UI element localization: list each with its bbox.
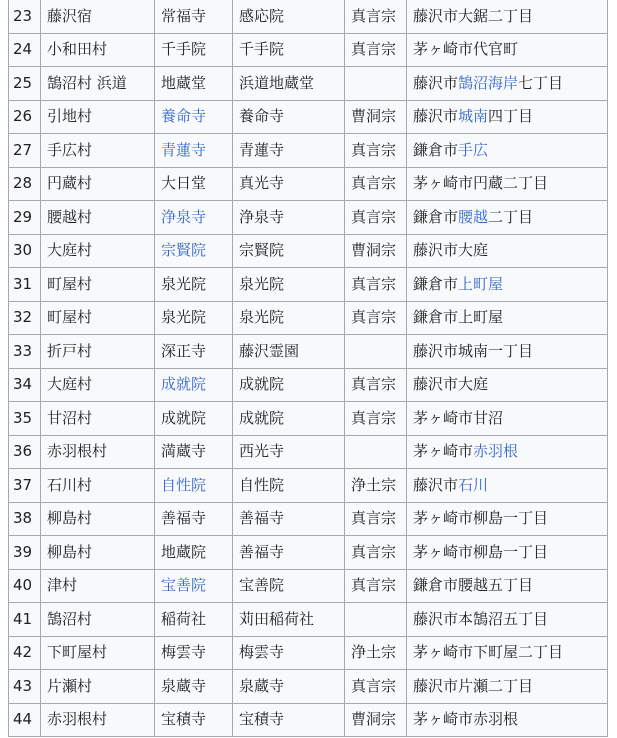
address-cell	[407, 502, 608, 536]
village-cell	[41, 670, 155, 704]
temple-cell-text: 稲荷社	[161, 609, 207, 628]
sect-cell	[345, 0, 407, 33]
address-text: 鎌倉市上町屋	[413, 308, 504, 327]
address-cell	[407, 435, 608, 469]
row-number-cell-text: 27	[13, 140, 33, 159]
sect-cell-text: 真言宗	[351, 6, 397, 25]
current-temple-cell	[233, 636, 345, 670]
village-cell-text: 手広村	[47, 140, 93, 159]
row-number-cell-text: 30	[13, 241, 33, 260]
address-text: 藤沢市本鵠沼五丁目	[413, 609, 549, 628]
address-cell	[407, 636, 608, 670]
table-row	[9, 0, 608, 33]
address-text: 藤沢市	[413, 73, 459, 92]
current-temple-cell	[233, 234, 345, 268]
address-text: 茅ヶ崎市柳島一丁目	[413, 509, 549, 528]
current-temple-cell-text: 宗賢院	[239, 241, 285, 260]
address-text: 四丁目	[488, 107, 534, 126]
address-text: 鎌倉市腰越五丁目	[413, 576, 534, 595]
row-number-cell	[9, 167, 41, 201]
table-row	[9, 536, 608, 570]
sect-cell	[345, 234, 407, 268]
table-row	[9, 368, 608, 402]
address-text: 藤沢市城南一丁目	[413, 341, 534, 360]
current-temple-cell	[233, 268, 345, 302]
village-cell-text: 津村	[47, 576, 78, 595]
temple-cell-link[interactable]: 宝善院	[161, 576, 207, 595]
current-temple-cell-text: 感応院	[239, 6, 285, 25]
address-link[interactable]: 石川	[458, 475, 489, 494]
village-cell	[41, 435, 155, 469]
village-cell-text: 赤羽根村	[47, 710, 108, 729]
address-cell	[407, 402, 608, 436]
village-cell	[41, 268, 155, 302]
sect-cell	[345, 536, 407, 570]
sect-cell	[345, 33, 407, 67]
village-cell-text: 大庭村	[47, 241, 93, 260]
table-row	[9, 670, 608, 704]
sect-cell	[345, 435, 407, 469]
village-cell	[41, 201, 155, 235]
village-cell	[41, 469, 155, 503]
current-temple-cell-text: 浄泉寺	[239, 207, 285, 226]
village-cell	[41, 0, 155, 33]
row-number-cell	[9, 134, 41, 168]
address-text: 藤沢市	[413, 107, 459, 126]
row-number-cell-text: 26	[13, 107, 33, 126]
row-number-cell-text: 31	[13, 274, 33, 293]
temple-cell	[155, 502, 233, 536]
temple-cell	[155, 402, 233, 436]
table-row	[9, 167, 608, 201]
sect-cell-text: 真言宗	[351, 140, 397, 159]
row-number-cell-text: 25	[13, 73, 33, 92]
village-cell-text: 下町屋村	[47, 643, 108, 662]
temple-cell-link[interactable]: 成就院	[161, 375, 207, 394]
row-number-cell	[9, 100, 41, 134]
current-temple-cell	[233, 368, 345, 402]
address-text: 鎌倉市	[413, 274, 459, 293]
sect-cell-text: 真言宗	[351, 40, 397, 59]
address-text: 鎌倉市	[413, 140, 459, 159]
current-temple-cell	[233, 502, 345, 536]
current-temple-cell-text: 自性院	[239, 475, 285, 494]
temple-cell	[155, 603, 233, 637]
sect-cell-text: 真言宗	[351, 509, 397, 528]
row-number-cell	[9, 536, 41, 570]
row-number-cell-text: 44	[13, 710, 33, 729]
sect-cell	[345, 569, 407, 603]
address-cell	[407, 167, 608, 201]
table-row	[9, 435, 608, 469]
row-number-cell-text: 35	[13, 408, 33, 427]
temple-cell-link[interactable]: 養命寺	[161, 107, 207, 126]
current-temple-cell-text: 泉蔵寺	[239, 676, 285, 695]
row-number-cell	[9, 234, 41, 268]
village-cell-text: 片瀬村	[47, 676, 93, 695]
village-cell-text: 鵠沼村 浜道	[47, 73, 127, 92]
table-row	[9, 67, 608, 101]
temple-cell	[155, 33, 233, 67]
village-cell-text: 折戸村	[47, 341, 93, 360]
address-text: 藤沢市	[413, 475, 459, 494]
address-link[interactable]: 腰越	[458, 207, 489, 226]
current-temple-cell-text: 浜道地蔵堂	[239, 73, 315, 92]
current-temple-cell-text: 宝善院	[239, 576, 285, 595]
address-text: 藤沢市大庭	[413, 375, 489, 394]
sect-cell	[345, 67, 407, 101]
sect-cell	[345, 335, 407, 369]
current-temple-cell	[233, 0, 345, 33]
row-number-cell	[9, 201, 41, 235]
village-cell-text: 藤沢宿	[47, 6, 93, 25]
sect-cell	[345, 603, 407, 637]
row-number-cell-text: 36	[13, 442, 33, 461]
temple-table	[8, 0, 608, 737]
village-cell	[41, 100, 155, 134]
sect-cell-text: 浄土宗	[351, 475, 397, 494]
village-cell-text: 小和田村	[47, 40, 108, 59]
temple-cell	[155, 67, 233, 101]
current-temple-cell	[233, 703, 345, 737]
row-number-cell	[9, 603, 41, 637]
sect-cell	[345, 301, 407, 335]
current-temple-cell	[233, 201, 345, 235]
address-text: 茅ヶ崎市下町屋二丁目	[413, 643, 564, 662]
village-cell-text: 引地村	[47, 107, 93, 126]
sect-cell-text: 曹洞宗	[351, 241, 397, 260]
current-temple-cell	[233, 335, 345, 369]
table-row	[9, 268, 608, 302]
address-cell	[407, 0, 608, 33]
row-number-cell-text: 37	[13, 475, 33, 494]
sect-cell	[345, 502, 407, 536]
village-cell-text: 柳島村	[47, 542, 93, 561]
village-cell-text: 柳島村	[47, 509, 93, 528]
address-text: 茅ヶ崎市赤羽根	[413, 710, 519, 729]
address-text: 藤沢市大庭	[413, 241, 489, 260]
current-temple-cell	[233, 603, 345, 637]
temple-cell	[155, 134, 233, 168]
row-number-cell-text: 32	[13, 308, 33, 327]
temple-cell-text: 大日堂	[161, 174, 207, 193]
village-cell	[41, 301, 155, 335]
address-text: 藤沢市大鋸二丁目	[413, 6, 534, 25]
temple-cell	[155, 368, 233, 402]
village-cell	[41, 636, 155, 670]
temple-cell-text: 宝積寺	[161, 710, 207, 729]
table-body	[9, 0, 608, 737]
village-cell-text: 腰越村	[47, 207, 93, 226]
temple-cell	[155, 670, 233, 704]
sect-cell-text: 真言宗	[351, 207, 397, 226]
row-number-cell	[9, 435, 41, 469]
address-link[interactable]: 鵠沼海岸	[458, 73, 519, 92]
village-cell	[41, 569, 155, 603]
sect-cell	[345, 134, 407, 168]
current-temple-cell-text: 苅田稲荷社	[239, 609, 315, 628]
temple-cell-link[interactable]: 宗賢院	[161, 241, 207, 260]
current-temple-cell-text: 善福寺	[239, 542, 285, 561]
temple-cell	[155, 536, 233, 570]
current-temple-cell-text: 養命寺	[239, 107, 285, 126]
sect-cell-text: 真言宗	[351, 676, 397, 695]
current-temple-cell	[233, 67, 345, 101]
row-number-cell	[9, 301, 41, 335]
address-text: 茅ヶ崎市代官町	[413, 40, 519, 59]
sect-cell	[345, 201, 407, 235]
address-link[interactable]: 手広	[458, 140, 489, 159]
table-row	[9, 402, 608, 436]
row-number-cell-text: 29	[13, 207, 33, 226]
address-text: 鎌倉市	[413, 207, 459, 226]
address-text: 茅ヶ崎市円蔵二丁目	[413, 174, 549, 193]
current-temple-cell-text: 善福寺	[239, 509, 285, 528]
address-cell	[407, 335, 608, 369]
village-cell-text: 甘沼村	[47, 408, 93, 427]
address-cell	[407, 201, 608, 235]
sect-cell	[345, 100, 407, 134]
current-temple-cell	[233, 569, 345, 603]
table-row	[9, 33, 608, 67]
temple-cell	[155, 469, 233, 503]
current-temple-cell	[233, 301, 345, 335]
village-cell-text: 鵠沼村	[47, 609, 93, 628]
current-temple-cell-text: 西光寺	[239, 442, 285, 461]
table-row	[9, 636, 608, 670]
sect-cell	[345, 167, 407, 201]
address-cell	[407, 134, 608, 168]
current-temple-cell-text: 成就院	[239, 375, 285, 394]
address-cell	[407, 67, 608, 101]
address-cell	[407, 536, 608, 570]
temple-cell-text: 梅雲寺	[161, 643, 207, 662]
row-number-cell	[9, 335, 41, 369]
sect-cell-text: 真言宗	[351, 375, 397, 394]
row-number-cell	[9, 502, 41, 536]
table-row	[9, 201, 608, 235]
address-link[interactable]: 上町屋	[458, 274, 504, 293]
row-number-cell	[9, 703, 41, 737]
village-cell	[41, 167, 155, 201]
address-cell	[407, 368, 608, 402]
village-cell	[41, 502, 155, 536]
row-number-cell-text: 28	[13, 174, 33, 193]
address-text: 藤沢市片瀬二丁目	[413, 676, 534, 695]
current-temple-cell-text: 宝積寺	[239, 710, 285, 729]
temple-cell	[155, 268, 233, 302]
address-text: 茅ヶ崎市甘沼	[413, 408, 504, 427]
sect-cell-text: 浄土宗	[351, 643, 397, 662]
temple-cell-text: 泉蔵寺	[161, 676, 207, 695]
address-cell	[407, 603, 608, 637]
table-row	[9, 469, 608, 503]
village-cell	[41, 368, 155, 402]
row-number-cell	[9, 569, 41, 603]
address-link[interactable]: 城南	[458, 107, 489, 126]
address-text: 二丁目	[488, 207, 534, 226]
sect-cell	[345, 670, 407, 704]
sect-cell-text: 真言宗	[351, 408, 397, 427]
row-number-cell	[9, 469, 41, 503]
village-cell	[41, 703, 155, 737]
village-cell	[41, 536, 155, 570]
current-temple-cell	[233, 670, 345, 704]
temple-cell	[155, 234, 233, 268]
temple-cell-text: 泉光院	[161, 308, 207, 327]
row-number-cell	[9, 0, 41, 33]
row-number-cell-text: 40	[13, 576, 33, 595]
address-cell	[407, 569, 608, 603]
village-cell-text: 赤羽根村	[47, 442, 108, 461]
sect-cell-text: 真言宗	[351, 174, 397, 193]
current-temple-cell	[233, 435, 345, 469]
temple-cell	[155, 636, 233, 670]
current-temple-cell-text: 青蓮寺	[239, 140, 285, 159]
temple-cell-text: 善福寺	[161, 509, 207, 528]
temple-cell-text: 常福寺	[161, 6, 207, 25]
temple-cell-link[interactable]: 浄泉寺	[161, 207, 207, 226]
temple-cell	[155, 0, 233, 33]
row-number-cell-text: 42	[13, 643, 33, 662]
row-number-cell	[9, 67, 41, 101]
row-number-cell-text: 38	[13, 509, 33, 528]
sect-cell-text: 曹洞宗	[351, 107, 397, 126]
current-temple-cell-text: 成就院	[239, 408, 285, 427]
row-number-cell	[9, 670, 41, 704]
sect-cell-text: 曹洞宗	[351, 710, 397, 729]
sect-cell	[345, 469, 407, 503]
row-number-cell-text: 43	[13, 676, 33, 695]
temple-cell	[155, 335, 233, 369]
table-row	[9, 703, 608, 737]
village-cell	[41, 335, 155, 369]
temple-cell-text: 成就院	[161, 408, 207, 427]
address-link[interactable]: 赤羽根	[473, 442, 519, 461]
temple-cell	[155, 201, 233, 235]
temple-cell-link[interactable]: 青蓮寺	[161, 140, 207, 159]
row-number-cell	[9, 636, 41, 670]
temple-cell-text: 深正寺	[161, 341, 207, 360]
temple-cell-text: 満蔵寺	[161, 442, 207, 461]
village-cell	[41, 234, 155, 268]
address-cell	[407, 234, 608, 268]
temple-cell	[155, 301, 233, 335]
table-row	[9, 502, 608, 536]
sect-cell	[345, 402, 407, 436]
temple-cell	[155, 569, 233, 603]
address-cell	[407, 469, 608, 503]
row-number-cell-text: 24	[13, 40, 33, 59]
row-number-cell-text: 41	[13, 609, 33, 628]
row-number-cell	[9, 368, 41, 402]
sect-cell-text: 真言宗	[351, 308, 397, 327]
sect-cell	[345, 636, 407, 670]
current-temple-cell	[233, 33, 345, 67]
address-cell	[407, 33, 608, 67]
current-temple-cell	[233, 134, 345, 168]
temple-cell	[155, 703, 233, 737]
village-cell-text: 円蔵村	[47, 174, 93, 193]
row-number-cell	[9, 268, 41, 302]
current-temple-cell	[233, 536, 345, 570]
address-text: 茅ヶ崎市柳島一丁目	[413, 542, 549, 561]
village-cell	[41, 33, 155, 67]
row-number-cell-text: 23	[13, 6, 33, 25]
current-temple-cell	[233, 402, 345, 436]
address-text: 茅ヶ崎市	[413, 442, 474, 461]
table-row	[9, 603, 608, 637]
temple-cell-text: 地蔵院	[161, 542, 207, 561]
temple-cell	[155, 167, 233, 201]
sect-cell	[345, 703, 407, 737]
current-temple-cell-text: 梅雲寺	[239, 643, 285, 662]
address-cell	[407, 703, 608, 737]
row-number-cell	[9, 33, 41, 67]
sect-cell-text: 真言宗	[351, 542, 397, 561]
village-cell	[41, 134, 155, 168]
sect-cell-text: 真言宗	[351, 274, 397, 293]
address-cell	[407, 100, 608, 134]
current-temple-cell	[233, 167, 345, 201]
table-row	[9, 134, 608, 168]
current-temple-cell-text: 泉光院	[239, 308, 285, 327]
temple-cell-link[interactable]: 自性院	[161, 475, 207, 494]
temple-cell-text: 地蔵堂	[161, 73, 207, 92]
sect-cell	[345, 368, 407, 402]
current-temple-cell-text: 泉光院	[239, 274, 285, 293]
row-number-cell-text: 33	[13, 341, 33, 360]
village-cell-text: 大庭村	[47, 375, 93, 394]
row-number-cell-text: 39	[13, 542, 33, 561]
temple-cell-text: 千手院	[161, 40, 207, 59]
table-row	[9, 335, 608, 369]
temple-cell-text: 泉光院	[161, 274, 207, 293]
sect-cell	[345, 268, 407, 302]
address-cell	[407, 670, 608, 704]
current-temple-cell	[233, 469, 345, 503]
table-row	[9, 100, 608, 134]
address-cell	[407, 268, 608, 302]
address-text: 七丁目	[518, 73, 564, 92]
village-cell	[41, 402, 155, 436]
table-row	[9, 234, 608, 268]
village-cell-text: 石川村	[47, 475, 93, 494]
sect-cell-text: 真言宗	[351, 576, 397, 595]
current-temple-cell-text: 千手院	[239, 40, 285, 59]
village-cell	[41, 67, 155, 101]
current-temple-cell	[233, 100, 345, 134]
village-cell-text: 町屋村	[47, 308, 93, 327]
temple-cell	[155, 100, 233, 134]
village-cell-text: 町屋村	[47, 274, 93, 293]
village-cell	[41, 603, 155, 637]
row-number-cell-text: 34	[13, 375, 33, 394]
temple-cell	[155, 435, 233, 469]
current-temple-cell-text: 真光寺	[239, 174, 285, 193]
address-cell	[407, 301, 608, 335]
row-number-cell	[9, 402, 41, 436]
table-row	[9, 569, 608, 603]
table-row	[9, 301, 608, 335]
current-temple-cell-text: 藤沢霊園	[239, 341, 300, 360]
